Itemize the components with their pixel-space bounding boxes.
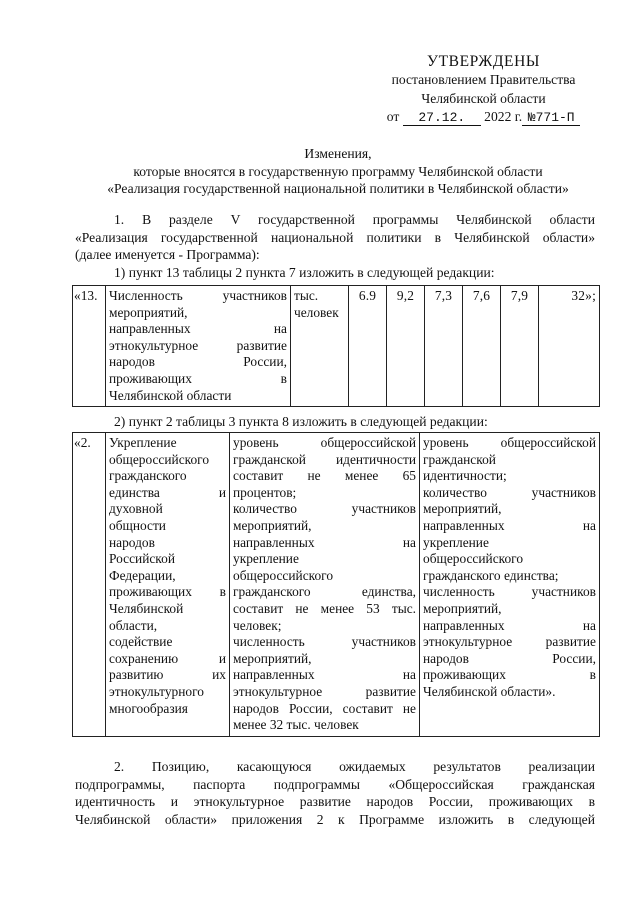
date-prefix: от [386,109,400,124]
cell-line: количество участников [423,484,596,500]
table-1-value-6: 32»; [539,286,600,407]
cell-line: человек; [233,617,282,633]
table-1-value-2: 9,2 [387,286,425,407]
cell-line: количество участников [233,501,416,517]
cell-line: проживающих в [423,667,596,683]
cell-line: общероссийского [109,451,210,467]
table-2-col-3 [420,433,600,737]
cell-line: народов России, [423,650,596,666]
table-1-unit [291,286,349,407]
cell-line: народов России, [109,354,287,370]
cell-line: Российской [109,551,175,567]
cell-line: уровень общероссийской [233,435,416,450]
table-2-num: «2. [73,433,106,737]
cell-line: Челябинской области [109,387,232,403]
section-1-item-2: 2) пункт 2 таблицы 3 пункта 8 изложить в следующей редакции: [114,414,488,429]
approval-year: 2022 г. [484,109,523,124]
cell-line: гражданского единства, [233,584,416,600]
cell-line: направленных на [423,517,596,533]
cell-line: гражданского [109,468,187,484]
cell-line: укрепление [423,534,489,550]
cell-line: мероприятий, [423,600,502,616]
cell-line: направленных на [233,667,416,683]
cell-line: Укрепление [109,435,177,450]
cell-line: сохранению и [109,650,226,666]
cell-line: гражданской [423,451,496,467]
cell-line: Федерации, [109,567,176,583]
cell-line: мероприятий, [233,650,312,666]
cell-line: Челябинской [109,600,184,616]
section-2-line-4: Челябинской области» приложения 2 к Программе изложить в следующей [75,811,595,827]
section-2-line-1: 2. Позицию, касающуюся ожидаемых результатов реализации [114,759,595,774]
cell-line: составит не менее 53 тыс. [233,600,416,616]
cell-line: идентичности; [423,468,507,484]
table-1-value-3: 7,3 [425,286,463,407]
cell-line: развитию их [109,667,226,683]
cell-line: народов России, составит не [233,700,416,716]
cell-line: этнокультурное развитие [423,634,596,650]
cell-line: Челябинской области». [423,683,556,699]
approval-date-line [376,108,591,126]
section-1-line-3: (далее именуется - Программа): [75,247,260,262]
document-heading [68,145,608,198]
cell-line: направленных на [233,534,416,550]
heading-line-2: которые вносятся в государственную программу Челябинской области [133,163,543,179]
cell-line: уровень общероссийской [423,435,596,450]
table-1-name [106,286,291,407]
cell-line: народов [109,534,155,550]
section-1-line-2: «Реализация государственной национальной политики в Челябинской области» [75,229,595,245]
cell-line: области, [109,617,158,633]
cell-line: многообразия [109,700,188,716]
heading-line-3: «Реализация государственной национальной политики в Челябинской области» [107,181,569,196]
cell-line: общероссийского [423,551,524,567]
cell-line: укрепление [233,551,299,567]
cell-line: мероприятий, [233,517,312,533]
cell-line: содействие [109,634,173,650]
approval-line-1: постановлением Правительства [391,72,576,87]
cell-line: направленных на [423,617,596,633]
table-2 [72,432,600,737]
section-1-item-1: 1) пункт 13 таблицы 2 пункта 7 изложить в следующей редакции: [114,264,495,280]
approval-title: УТВЕРЖДЕНЫ [427,53,540,70]
cell-line: Численность участников [109,288,287,303]
heading-line-1: Изменения, [304,146,372,161]
cell-line: этнокультурное развитие [109,337,287,353]
cell-line: направленных на [109,321,287,337]
section-2-line-2: подпрограммы, паспорта подпрограммы «Общероссийская гражданская [75,776,595,792]
cell-line: единства и [109,484,226,500]
cell-line: человек [294,304,339,320]
section-2 [75,758,595,828]
approval-number: №771-П [522,110,580,126]
cell-line: мероприятий, [109,304,188,320]
table-row [73,433,600,737]
cell-line: духовной [109,501,163,517]
cell-line: проживающих в [109,584,226,600]
cell-line: гражданской идентичности [233,451,416,467]
section-1 [75,211,595,281]
cell-line: менее 32 тыс. человек [233,717,359,733]
cell-line: этнокультурного [109,683,204,699]
table-1 [72,285,600,407]
table-1-num: «13. [73,286,106,407]
cell-line: тыс. [294,288,319,303]
table-2-col-2 [230,433,420,737]
cell-line: мероприятий, [423,501,502,517]
cell-line: процентов; [233,484,297,500]
approval-line-2: Челябинской области [421,90,546,106]
approval-date: 27.12. [403,110,481,126]
section-2-line-3: идентичность и этнокультурное развитие народов России, проживающих в [75,794,595,809]
table-row [73,286,600,407]
cell-line: численность участников [423,584,596,600]
cell-line: численность участников [233,634,416,650]
cell-line: общероссийского [233,567,334,583]
cell-line: составит не менее 65 [233,468,416,484]
section-1-line-1: 1. В разделе V государственной программы Челябинской области [114,212,595,227]
table-2-col-1 [106,433,230,737]
table-1-value-5: 7,9 [501,286,539,407]
cell-line: проживающих в [109,370,287,386]
cell-line: общности [109,517,166,533]
table-1-value-4: 7,6 [463,286,501,407]
table-1-value-1: 6.9 [349,286,387,407]
cell-line: этнокультурное развитие [233,683,416,699]
cell-line: гражданского единства; [423,567,559,583]
approval-block [376,52,591,126]
